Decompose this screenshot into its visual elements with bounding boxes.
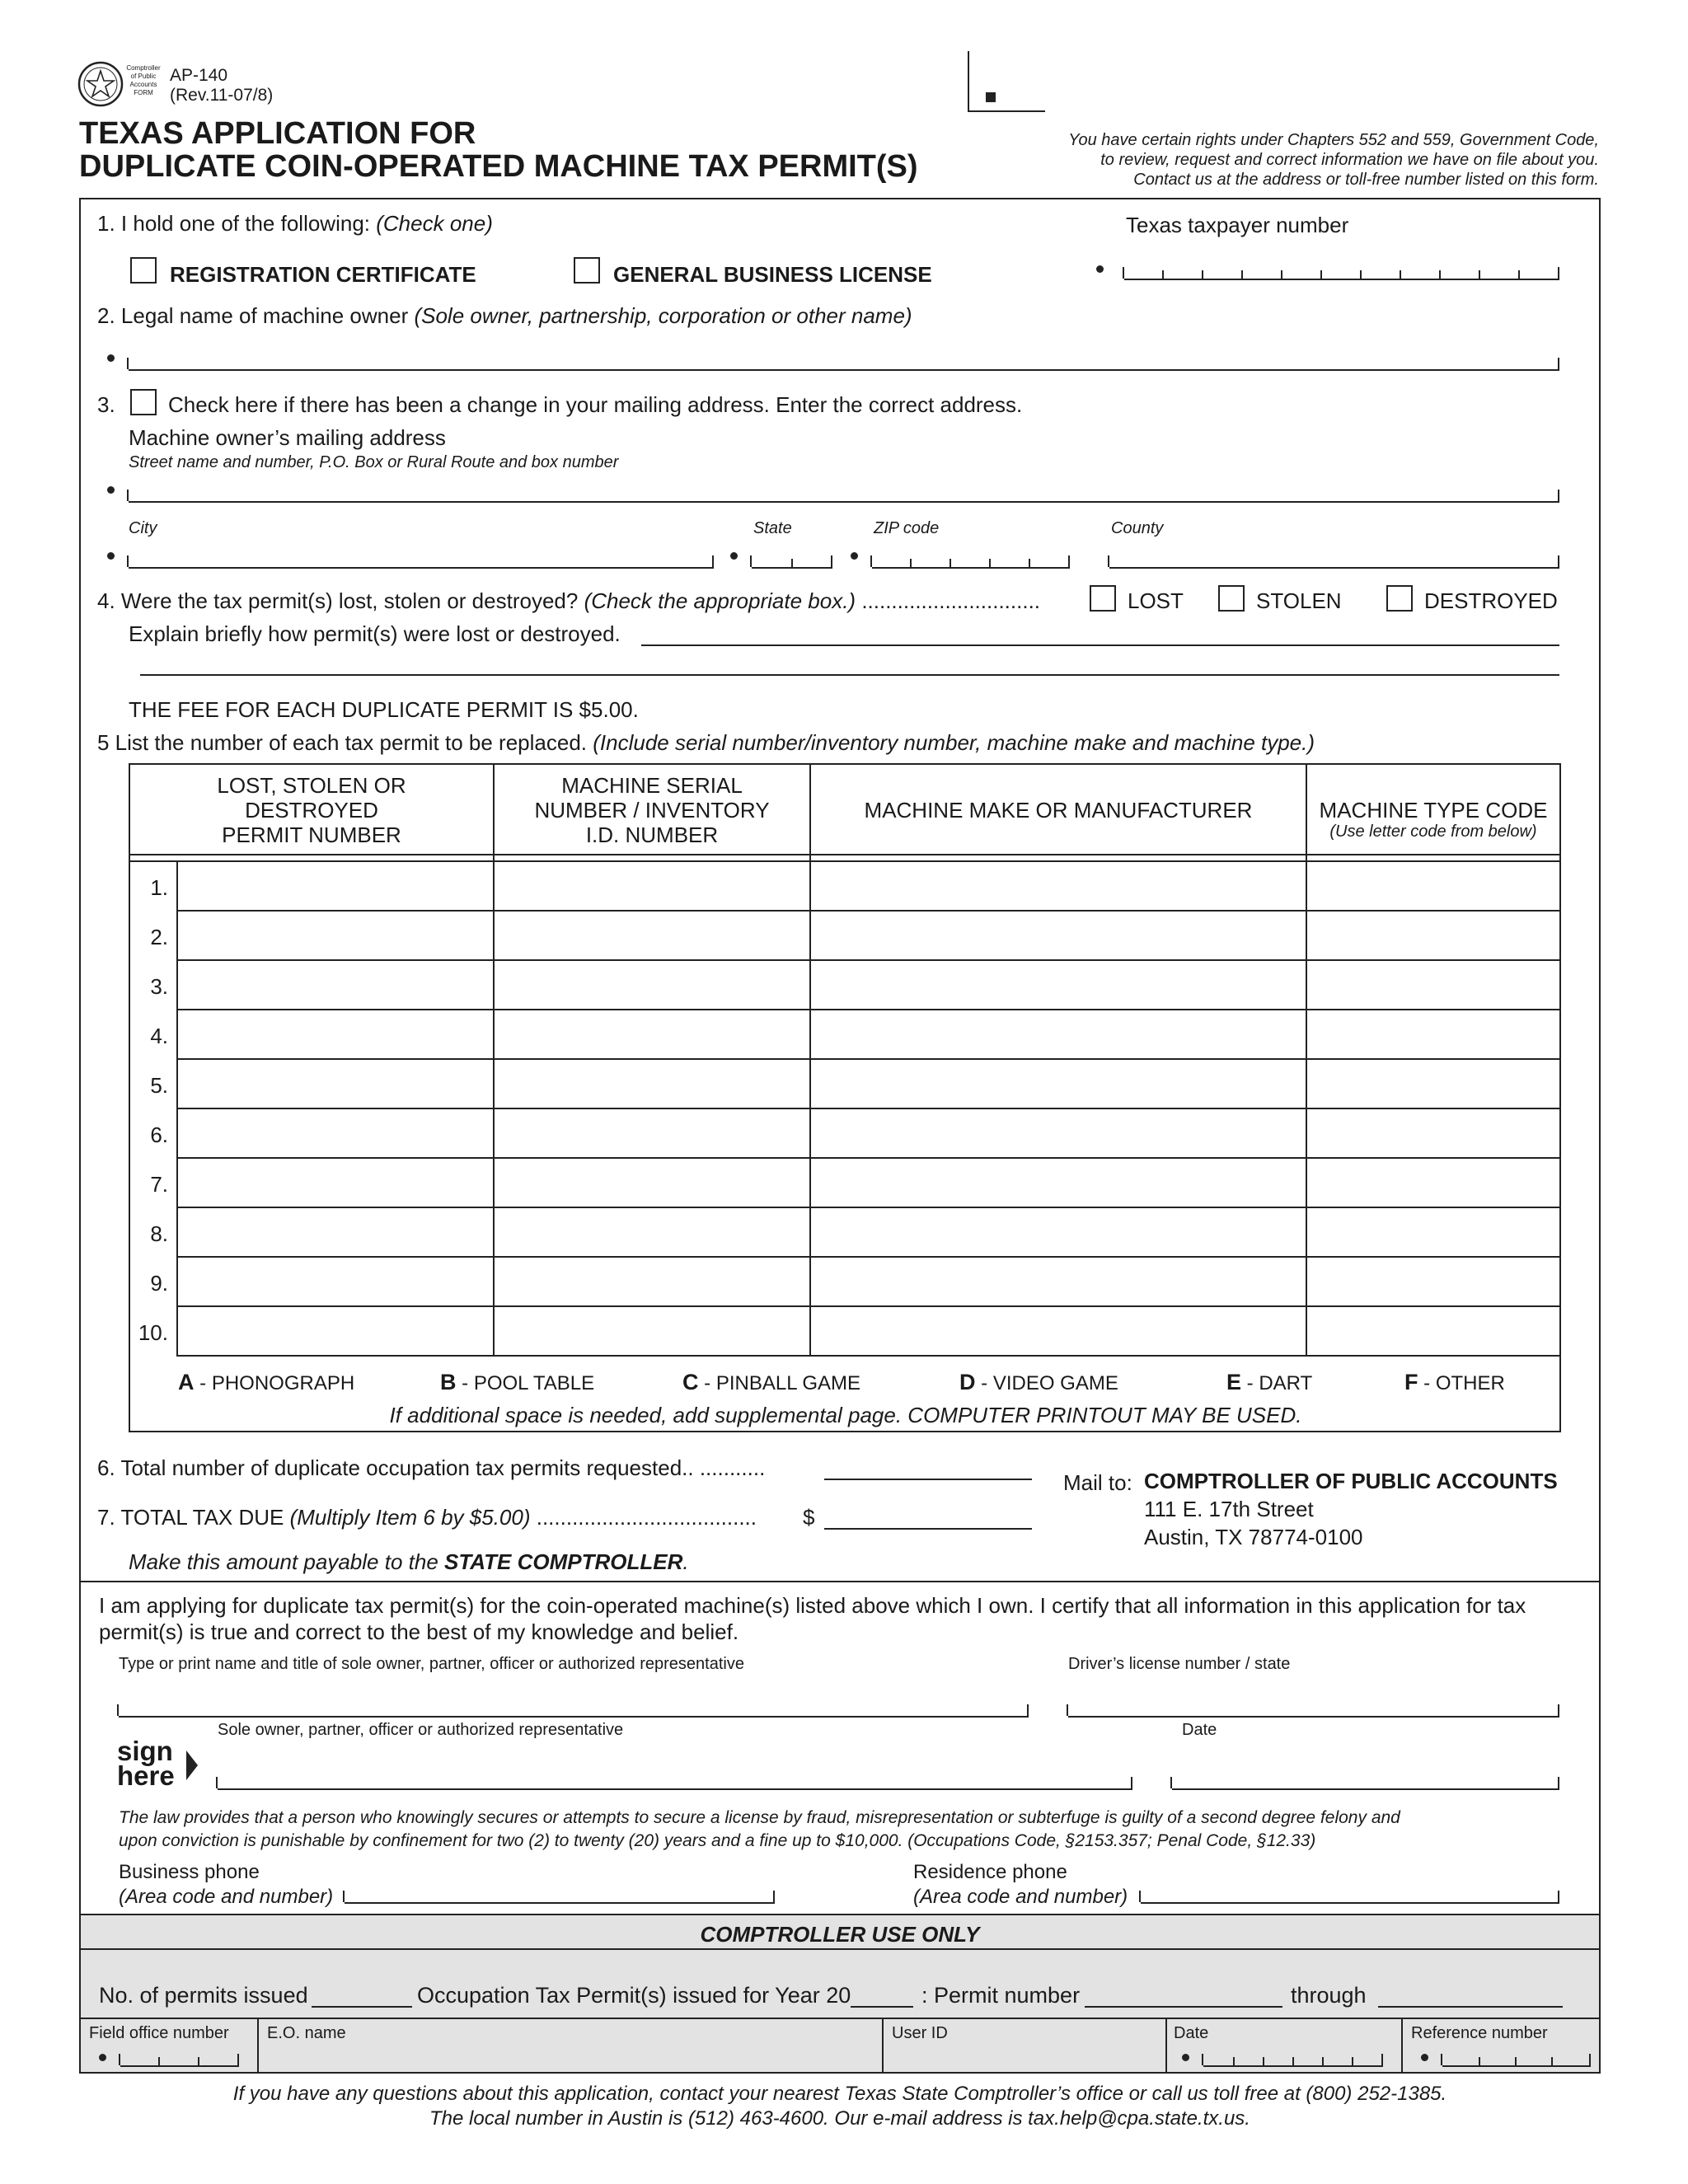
drivers-license-input[interactable] (1068, 1706, 1559, 1718)
sign-arrow-icon (185, 1749, 199, 1782)
table-row-number: 1. (150, 875, 168, 900)
comptroller-title-rule (81, 1948, 1599, 1950)
table-row-number: 6. (150, 1122, 168, 1147)
penalty-notice (119, 1807, 1586, 1853)
form-revision: (Rev.11-07/8) (170, 86, 274, 105)
code-letter: E (1226, 1370, 1242, 1394)
general-business-license-label: GENERAL BUSINESS LICENSE (613, 262, 932, 287)
lost-label: LOST (1128, 588, 1184, 613)
explain-input-line1[interactable] (641, 628, 1559, 646)
stolen-label: STOLEN (1256, 588, 1342, 613)
mail-to-name: COMPTROLLER OF PUBLIC ACCOUNTS (1144, 1469, 1558, 1493)
penalty-line: The law provides that a person who knowingly secures or attempts to secure a license by fraud, misrepresentation or subterfuge is guilty of a second degree felony and (119, 1808, 1400, 1827)
code-letter: A (178, 1370, 195, 1394)
table-grid-line (176, 1108, 1561, 1109)
bullet-icon (107, 354, 115, 362)
code-letter: D (959, 1370, 976, 1394)
business-phone-label: Business phone (119, 1861, 260, 1883)
rights-notice (989, 130, 1599, 190)
address-change-checkbox[interactable] (130, 389, 157, 415)
code-text: - POOL TABLE (456, 1372, 595, 1394)
certification-line: I am applying for duplicate tax permit(s) for the coin-operated machine(s) listed above which I own. I certify that all information in this application for tax (99, 1593, 1526, 1618)
residence-phone-hint: (Area code and number) (913, 1886, 1128, 1908)
total-permits-input[interactable] (824, 1459, 1032, 1480)
header-line: LOST, STOLEN OR (217, 773, 406, 798)
comptroller-row-rule (81, 2018, 1599, 2019)
payable-note (129, 1549, 689, 1575)
registration-certificate-label: REGISTRATION CERTIFICATE (170, 262, 476, 287)
col-permit-number-header (130, 773, 493, 847)
code-text: - PHONOGRAPH (194, 1372, 355, 1394)
code-text: - PINBALL GAME (698, 1372, 860, 1394)
reference-number-input[interactable] (1442, 2057, 1591, 2067)
street-address-input[interactable] (129, 491, 1559, 503)
permit-number-to-input[interactable] (1378, 1988, 1563, 2008)
item5-hint: (Include serial number/inventory number, machine make and machine type.) (593, 730, 1315, 755)
form-number: AP-140 (170, 66, 228, 85)
seal-caption-line: of Public (130, 73, 157, 80)
header-line: DESTROYED (245, 798, 378, 823)
table-row-number: 2. (150, 925, 168, 949)
bullet-icon (851, 552, 858, 560)
table-row-number: 9. (150, 1271, 168, 1296)
eo-name-label: E.O. name (267, 2024, 346, 2042)
user-id-label: User ID (892, 2024, 948, 2042)
zip-label: ZIP code (874, 519, 940, 537)
field-office-input[interactable] (120, 2057, 239, 2067)
bullet-icon (99, 2054, 106, 2061)
bullet-icon (107, 486, 115, 494)
footer-contact (79, 2082, 1601, 2131)
item2-label-text: 2. Legal name of machine owner (97, 303, 409, 328)
dot-leader: .............................. (861, 588, 1041, 613)
item4-hint: (Check the appropriate box.) (584, 588, 856, 613)
table-row-number: 4. (150, 1024, 168, 1048)
table-grid-line (176, 959, 1561, 961)
footer-line: If you have any questions about this application, contact your nearest Texas State Comptroller’s office or call us toll free at (800) 252-1385. (232, 2083, 1447, 2105)
mail-to-city: Austin, TX 78774-0100 (1144, 1525, 1363, 1549)
rights-line: You have certain rights under Chapters 552 and 559, Government Code, (1068, 131, 1599, 149)
item4-label (97, 588, 1040, 614)
mail-to-street: 111 E. 17th Street (1144, 1497, 1314, 1521)
permit-number-label: : Permit number (921, 1983, 1081, 2008)
item7-hint: (Multiply Item 6 by $5.00) (289, 1505, 531, 1530)
signature-date-label: Date (1182, 1721, 1217, 1739)
header-line: NUMBER / INVENTORY (534, 798, 770, 823)
table-grid-line (176, 1009, 1561, 1010)
comptroller-col-divider (882, 2018, 884, 2072)
comptroller-col-divider (1401, 2018, 1403, 2072)
col-make-header: MACHINE MAKE OR MANUFACTURER (864, 798, 1253, 823)
comptroller-col-divider (257, 2018, 259, 2072)
certification-line: permit(s) is true and correct to the best of my knowledge and belief. (99, 1619, 739, 1644)
header-line: I.D. NUMBER (585, 823, 719, 847)
explain-label: Explain briefly how permit(s) were lost or destroyed. (129, 621, 621, 646)
sign-word: here (117, 1760, 175, 1791)
taxpayer-number-label: Texas taxpayer number (1126, 213, 1349, 237)
item5-label (97, 730, 1315, 756)
table-grid-line (176, 1157, 1561, 1159)
item4-label-text: 4. Were the tax permit(s) lost, stolen or destroyed? (97, 588, 579, 613)
street-hint: Street name and number, P.O. Box or Rural Route and box number (129, 453, 619, 471)
item5-label-text: 5 List the number of each tax permit to be replaced. (97, 730, 588, 755)
code-letter: B (440, 1370, 457, 1394)
rights-line: to review, request and correct information we have on file about you. (1100, 151, 1599, 169)
zip-input[interactable] (872, 557, 1070, 569)
col-serial-number-header (495, 773, 809, 847)
item2-label (97, 303, 912, 329)
fee-notice: THE FEE FOR EACH DUPLICATE PERMIT IS $5.00. (129, 697, 639, 722)
permits-table-frame (129, 763, 1561, 1432)
table-grid-line (176, 1207, 1561, 1208)
residence-phone-input[interactable] (1141, 1892, 1559, 1904)
item1-label-text: 1. I hold one of the following: (97, 211, 371, 236)
payable-to: STATE COMPTROLLER (444, 1549, 683, 1574)
table-row-number: 3. (150, 974, 168, 999)
occupation-year-label: Occupation Tax Permit(s) issued for Year 20 (417, 1983, 851, 2008)
item7-label (97, 1505, 757, 1530)
destroyed-label: DESTROYED (1424, 588, 1558, 613)
seal-caption (124, 64, 163, 97)
code-letter: C (682, 1370, 699, 1394)
table-header-rule (129, 860, 1561, 862)
permits-issued-label: No. of permits issued (99, 1983, 308, 2008)
type-code-d (959, 1370, 1118, 1395)
destroyed-checkbox[interactable] (1386, 585, 1413, 612)
payable-prefix: Make this amount payable to the (129, 1549, 438, 1574)
print-name-input[interactable] (119, 1706, 1029, 1718)
county-label: County (1111, 519, 1164, 537)
mailing-address-label: Machine owner’s mailing address (129, 425, 446, 450)
code-text: - DART (1241, 1372, 1313, 1394)
table-grid-line (176, 910, 1561, 912)
table-row-number: 7. (150, 1172, 168, 1197)
residence-phone-label: Residence phone (913, 1861, 1067, 1883)
print-name-label: Type or print name and title of sole owner, partner, officer or authorized representative (119, 1655, 744, 1673)
state-label: State (753, 519, 792, 537)
table-row-number: 8. (150, 1221, 168, 1246)
stolen-checkbox[interactable] (1218, 585, 1245, 612)
permit-number-from-input[interactable] (1085, 1988, 1282, 2008)
registration-mark (968, 51, 969, 112)
signature-input[interactable] (218, 1779, 1132, 1790)
header-line: PERMIT NUMBER (222, 823, 401, 847)
type-code-f (1404, 1370, 1505, 1395)
col-type-code-hint: (Use letter code from below) (1329, 823, 1537, 841)
bullet-icon (730, 552, 738, 560)
total-tax-due-input[interactable] (824, 1508, 1032, 1530)
header-line: MACHINE SERIAL (561, 773, 743, 798)
address-change-label: Check here if there has been a change in your mailing address. Enter the correct address. (168, 392, 1023, 417)
taxpayer-number-input[interactable] (1124, 269, 1559, 280)
code-text: - VIDEO GAME (975, 1372, 1118, 1394)
city-label: City (129, 519, 157, 537)
item6-label: 6. Total number of duplicate occupation tax permits requested.. ........... (97, 1455, 766, 1480)
seal-caption-line: FORM (134, 89, 153, 96)
table-row-number: 10. (138, 1320, 168, 1345)
drivers-license-label: Driver’s license number / state (1068, 1655, 1291, 1673)
table-grid-line (176, 1355, 1561, 1357)
dot-leader: ..................................... (536, 1505, 757, 1530)
seal-caption-line: Comptroller (126, 64, 161, 72)
comptroller-use-title: COMPTROLLER USE ONLY (700, 1922, 980, 1947)
permits-issued-input[interactable] (312, 1988, 412, 2008)
sign-here-mark (117, 1736, 175, 1791)
form-title-line1: TEXAS APPLICATION FOR (79, 116, 476, 151)
type-code-b (440, 1370, 594, 1395)
sign-word: sign (117, 1736, 173, 1766)
county-input[interactable] (1109, 557, 1559, 569)
section-divider (81, 1581, 1599, 1582)
registration-certificate-checkbox[interactable] (130, 257, 157, 284)
item1-hint: (Check one) (376, 211, 493, 236)
table-grid-line (176, 1058, 1561, 1060)
type-code-a (178, 1370, 354, 1395)
seal-caption-line: Accounts (129, 81, 157, 88)
bullet-icon (1421, 2054, 1428, 2061)
reference-number-label: Reference number (1411, 2024, 1548, 2042)
item1-label (97, 211, 493, 237)
table-grid-line (176, 1256, 1561, 1258)
item3-number: 3. (97, 392, 115, 417)
item7-label-text: 7. TOTAL TAX DUE (97, 1505, 284, 1530)
form-title-line2: DUPLICATE COIN-OPERATED MACHINE TAX PERMIT(S) (79, 149, 918, 184)
business-phone-input[interactable] (345, 1892, 775, 1904)
table-grid-line (176, 1305, 1561, 1307)
comptroller-date-label: Date (1174, 2024, 1209, 2042)
table-row-number: 5. (150, 1073, 168, 1098)
comptroller-date-input[interactable] (1203, 2057, 1383, 2067)
signature-date-input[interactable] (1172, 1779, 1559, 1790)
supplemental-note: If additional space is needed, add supplemental page. COMPUTER PRINTOUT MAY BE USED. (389, 1403, 1302, 1427)
col-type-code-header: MACHINE TYPE CODE (1319, 798, 1548, 823)
occupation-year-input[interactable] (851, 1988, 913, 2008)
rights-line: Contact us at the address or toll-free number listed on this form. (1133, 171, 1599, 189)
field-office-label: Field office number (89, 2024, 229, 2042)
business-phone-hint: (Area code and number) (119, 1886, 334, 1908)
table-header-rule (129, 854, 1561, 855)
through-label: through (1291, 1983, 1367, 2008)
registration-mark (968, 110, 1045, 112)
bullet-icon (107, 552, 115, 560)
footer-line: The local number in Austin is (512) 463-4600. Our e-mail address is tax.help@cpa.state.tx.us. (429, 2107, 1250, 2130)
state-input[interactable] (752, 557, 832, 569)
dollar-sign: $ (803, 1505, 815, 1530)
penalty-line: upon conviction is punishable by confinement for two (2) to twenty (20) years and a fine up to $10,000. (Occupations Code, §2153.357; Penal Code, §12.33) (119, 1831, 1316, 1850)
bullet-icon (1096, 265, 1104, 273)
explain-input-line2[interactable] (140, 663, 1559, 676)
legal-name-input[interactable] (129, 359, 1559, 371)
bullet-icon (1182, 2054, 1189, 2061)
city-input[interactable] (129, 557, 714, 569)
comptroller-seal-icon (77, 61, 124, 107)
signature-label: Sole owner, partner, officer or authorized representative (218, 1721, 624, 1739)
type-code-e (1226, 1370, 1312, 1395)
certification-statement (99, 1592, 1591, 1645)
payable-suffix: . (682, 1549, 689, 1574)
mail-to-label: Mail to: (1063, 1470, 1132, 1495)
lost-checkbox[interactable] (1090, 585, 1116, 612)
comptroller-col-divider (1165, 2018, 1167, 2072)
item2-hint: (Sole owner, partnership, corporation or other name) (414, 303, 912, 328)
code-letter: F (1404, 1370, 1418, 1394)
type-code-c (682, 1370, 860, 1395)
code-text: - OTHER (1418, 1372, 1505, 1394)
registration-square (986, 92, 996, 102)
general-business-license-checkbox[interactable] (574, 257, 600, 284)
